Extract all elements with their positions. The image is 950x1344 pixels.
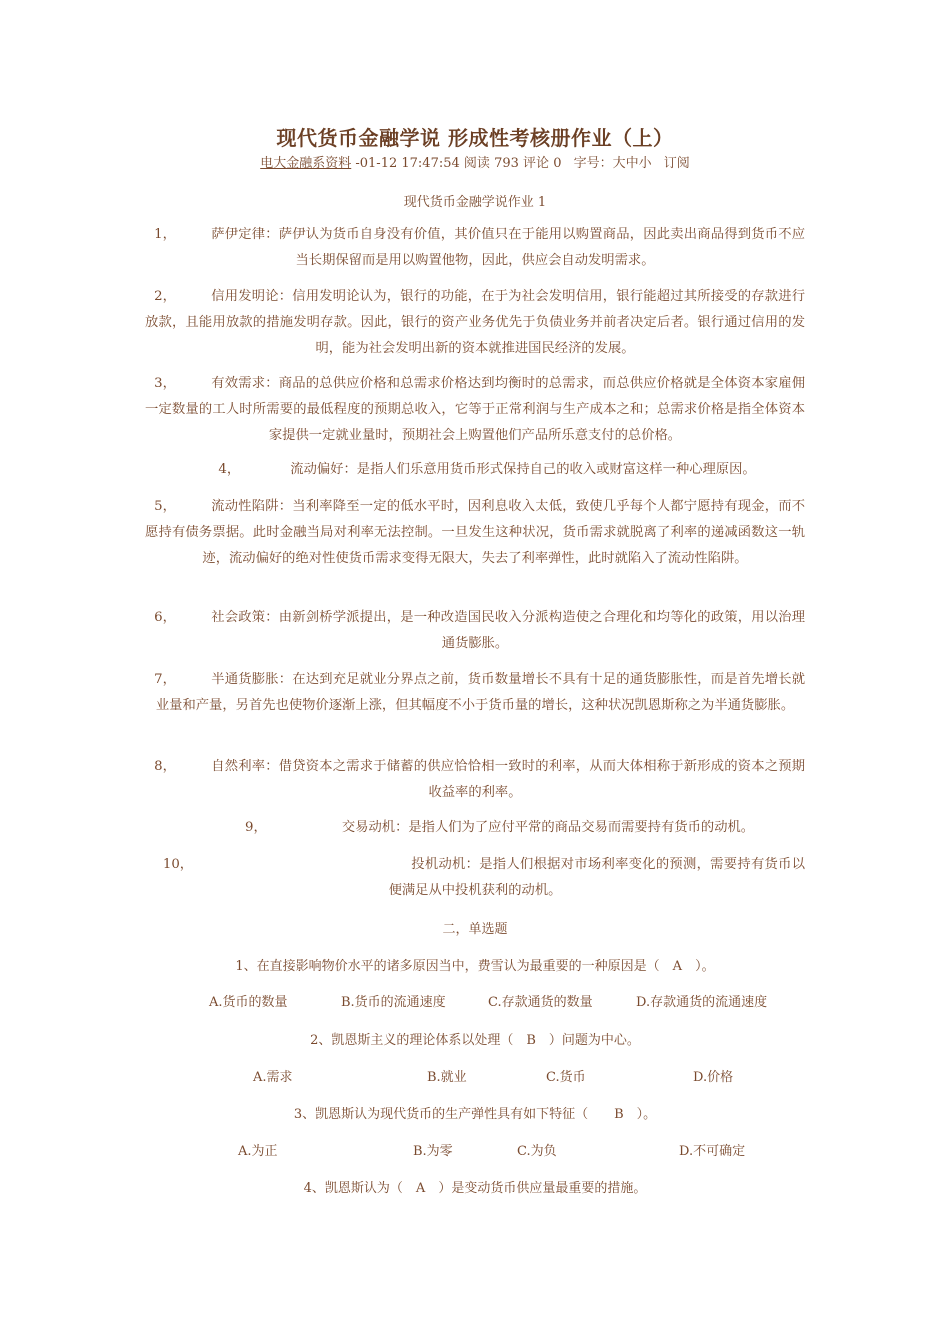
option-c: C.货币 <box>546 1070 586 1085</box>
option-c: C.为负 <box>517 1144 557 1159</box>
term-number: 10， <box>162 857 194 872</box>
post-datetime: -01-12 17:47:54 <box>355 156 460 171</box>
term-number: 4， <box>218 462 241 477</box>
font-size-selector[interactable]: 字号：大中小 <box>573 156 652 171</box>
term-item <box>145 222 805 274</box>
question-options <box>0 1140 950 1160</box>
question-options <box>0 1066 950 1086</box>
term-text: 社会政策：由新剑桥学派提出，是一种改造国民收入分派构造使之合理化和均等化的政策，用以治理通货膨胀。 <box>211 610 805 651</box>
term-text: 自然利率：借贷资本之需求于储蓄的供应恰恰相一致时的利率，从而大体相称于新形成的资本之预期收益率的利率。 <box>211 759 805 800</box>
term-text: 投机动机：是指人们根据对市场利率变化的预测，需要持有货币以便满足从中投机获利的动机。 <box>388 857 805 898</box>
term-item <box>145 605 805 657</box>
option-b: B.货币的流通速度 <box>341 995 446 1010</box>
term-text: 有效需求：商品的总供应价格和总需求价格达到均衡时的总需求，而总供应价格就是全体资本家雇佣一定数量的工人时所需要的最低程度的预期总收入，它等于正常利润与生产成本之和；总需求价格是指全体资本家提供一定就业量时，预期社会上购置他们产品所乐意支付的总价格。 <box>145 376 805 443</box>
option-d: D.价格 <box>693 1070 734 1085</box>
comments-count: 0 <box>553 156 562 171</box>
term-item <box>145 815 805 841</box>
term-number: 1， <box>154 227 176 242</box>
option-a: A.为正 <box>238 1144 278 1159</box>
article-meta <box>0 152 950 171</box>
section2-heading: 二，单选题 <box>442 922 508 937</box>
option-d: D.存款通货的流通速度 <box>636 995 768 1010</box>
question-stem: 3、凯恩斯认为现代货币的生产弹性具有如下特征（ B ）。 <box>293 1107 657 1122</box>
option-b: B.就业 <box>427 1070 467 1085</box>
term-item <box>145 284 805 362</box>
term-text: 流动性陷阱：当利率降至一定的低水平时，因利息收入太低，致使几乎每个人都宁愿持有现金，而不愿持有债务票据。此时金融当局对利率无法控制。一旦发生这种状况，货币需求就脱离了利率的递减函数这一轨迹，流动偏好的绝对性使货币需求变得无限大，失去了利率弹性，此时就陷入了流动性陷阱。 <box>145 499 805 566</box>
question-stem: 1、在直接影响物价水平的诸多原因当中，费雪认为最重要的一种原因是（ A ）。 <box>235 959 715 974</box>
term-item <box>145 852 805 904</box>
term-number: 2， <box>154 289 176 304</box>
term-number: 9， <box>245 820 267 835</box>
term-number: 6， <box>154 610 176 625</box>
option-a: A.需求 <box>253 1070 293 1085</box>
reads-label: 阅读 <box>463 156 490 171</box>
page-title: 现代货币金融学说 形成性考核册作业（上） <box>276 126 674 150</box>
option-b: B.为零 <box>413 1144 453 1159</box>
source-link[interactable]: 电大金融系资料 <box>260 156 352 171</box>
term-item <box>145 457 805 483</box>
reads-count: 793 <box>494 156 519 171</box>
term-item <box>145 371 805 449</box>
term-number: 8， <box>154 759 176 774</box>
option-a: A.货币的数量 <box>209 995 288 1010</box>
term-text: 交易动机：是指人们为了应付平常的商品交易而需要持有货币的动机。 <box>341 820 755 835</box>
question-stem: 4、凯恩斯认为（ A ）是变动货币供应量最重要的措施。 <box>303 1181 647 1196</box>
question-stem: 2、凯恩斯主义的理论体系以处理（ B ）问题为中心。 <box>310 1033 640 1048</box>
option-c: C.存款通货的数量 <box>488 995 593 1010</box>
section1-heading: 现代货币金融学说作业 1 <box>403 195 547 210</box>
term-number: 3， <box>154 376 176 391</box>
term-text: 信用发明论：信用发明论认为，银行的功能，在于为社会发明信用，银行能超过其所接受的存款进行放款，且能用放款的措施发明存款。因此，银行的资产业务优先于负债业务并前者决定后者。银行通过信用的发明，能为社会发明出新的资本就推进国民经济的发展。 <box>145 289 805 356</box>
term-text: 半通货膨胀：在达到充足就业分界点之前，货币数量增长不具有十足的通货膨胀性，而是首先增长就业量和产量，另首先也使物价逐渐上涨，但其幅度不小于货币量的增长，这种状况凯恩斯称之为半通货膨胀。 <box>155 672 805 713</box>
term-item <box>145 494 805 572</box>
subscribe-link[interactable]: 订阅 <box>663 156 690 171</box>
term-number: 7， <box>154 672 176 687</box>
term-item <box>145 754 805 806</box>
comments-label: 评论 <box>523 156 550 171</box>
question-options <box>0 991 950 1011</box>
term-number: 5， <box>154 499 176 514</box>
term-text: 流动偏好：是指人们乐意用货币形式保持自己的收入或财富这样一种心理原因。 <box>290 462 756 477</box>
term-item <box>145 667 805 719</box>
term-text: 萨伊定律：萨伊认为货币自身没有价值，其价值只在于能用以购置商品，因此卖出商品得到货币不应当长期保留而是用以购置他物，因此，供应会自动发明需求。 <box>211 227 805 268</box>
option-d: D.不可确定 <box>679 1144 746 1159</box>
